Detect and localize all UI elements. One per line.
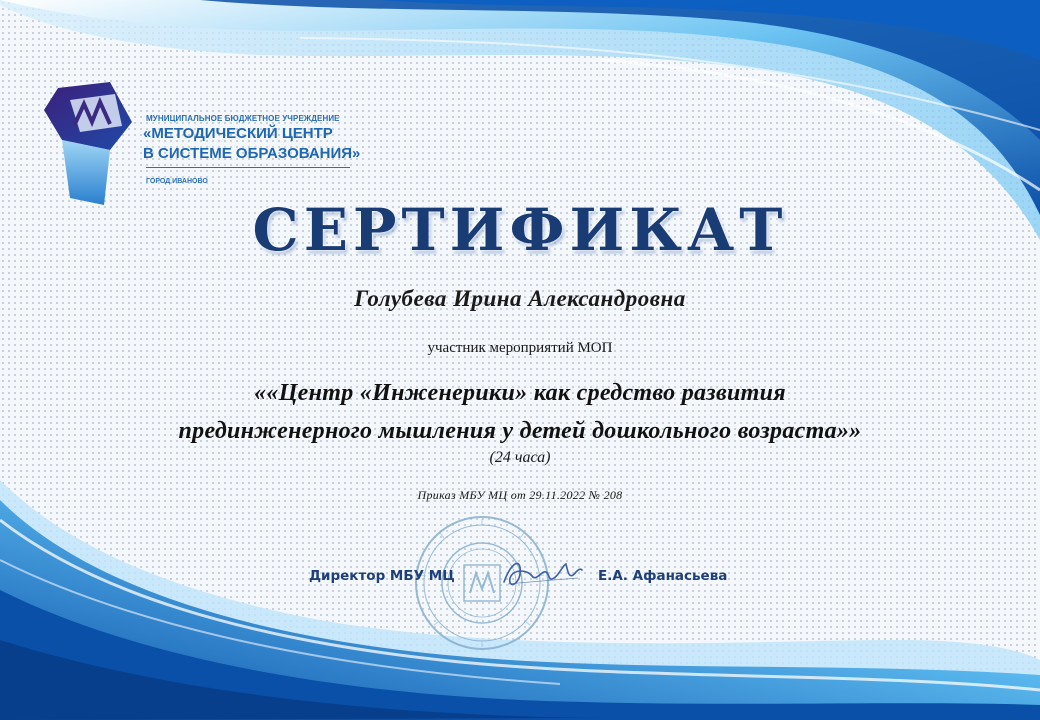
recipient-name: Голубева Ирина Александровна — [354, 286, 686, 311]
director-position: Директор МБУ МЦ — [309, 568, 455, 584]
org-city: ГОРОД ИВАНОВО — [146, 178, 208, 185]
director-name: Е.А. Афанасьева — [598, 568, 728, 584]
org-name — [143, 124, 360, 164]
event-title — [0, 374, 1040, 450]
event-title-line1: ««Центр «Инженерики» как средство развития — [254, 380, 786, 406]
event-hours: (24 часа) — [489, 449, 551, 466]
org-name-line2: В СИСТЕМЕ ОБРАЗОВАНИЯ» — [143, 145, 361, 162]
org-divider — [146, 167, 350, 168]
event-title-line2: прединженерного мышления у детей дошкольного возраста»» — [178, 418, 862, 444]
order-reference: Приказ МБУ МЦ от 29.11.2022 № 208 — [417, 488, 623, 502]
certificate-title: СЕРТИФИКАТ — [252, 196, 788, 264]
org-type-text: МУНИЦИПАЛЬНОЕ БЮДЖЕТНОЕ УЧРЕЖДЕНИЕ — [146, 114, 340, 123]
handwritten-signature — [498, 552, 584, 594]
org-name-line1: «МЕТОДИЧЕСКИЙ ЦЕНТР — [143, 125, 333, 142]
recipient-role: участник мероприятий МОП — [427, 340, 613, 356]
